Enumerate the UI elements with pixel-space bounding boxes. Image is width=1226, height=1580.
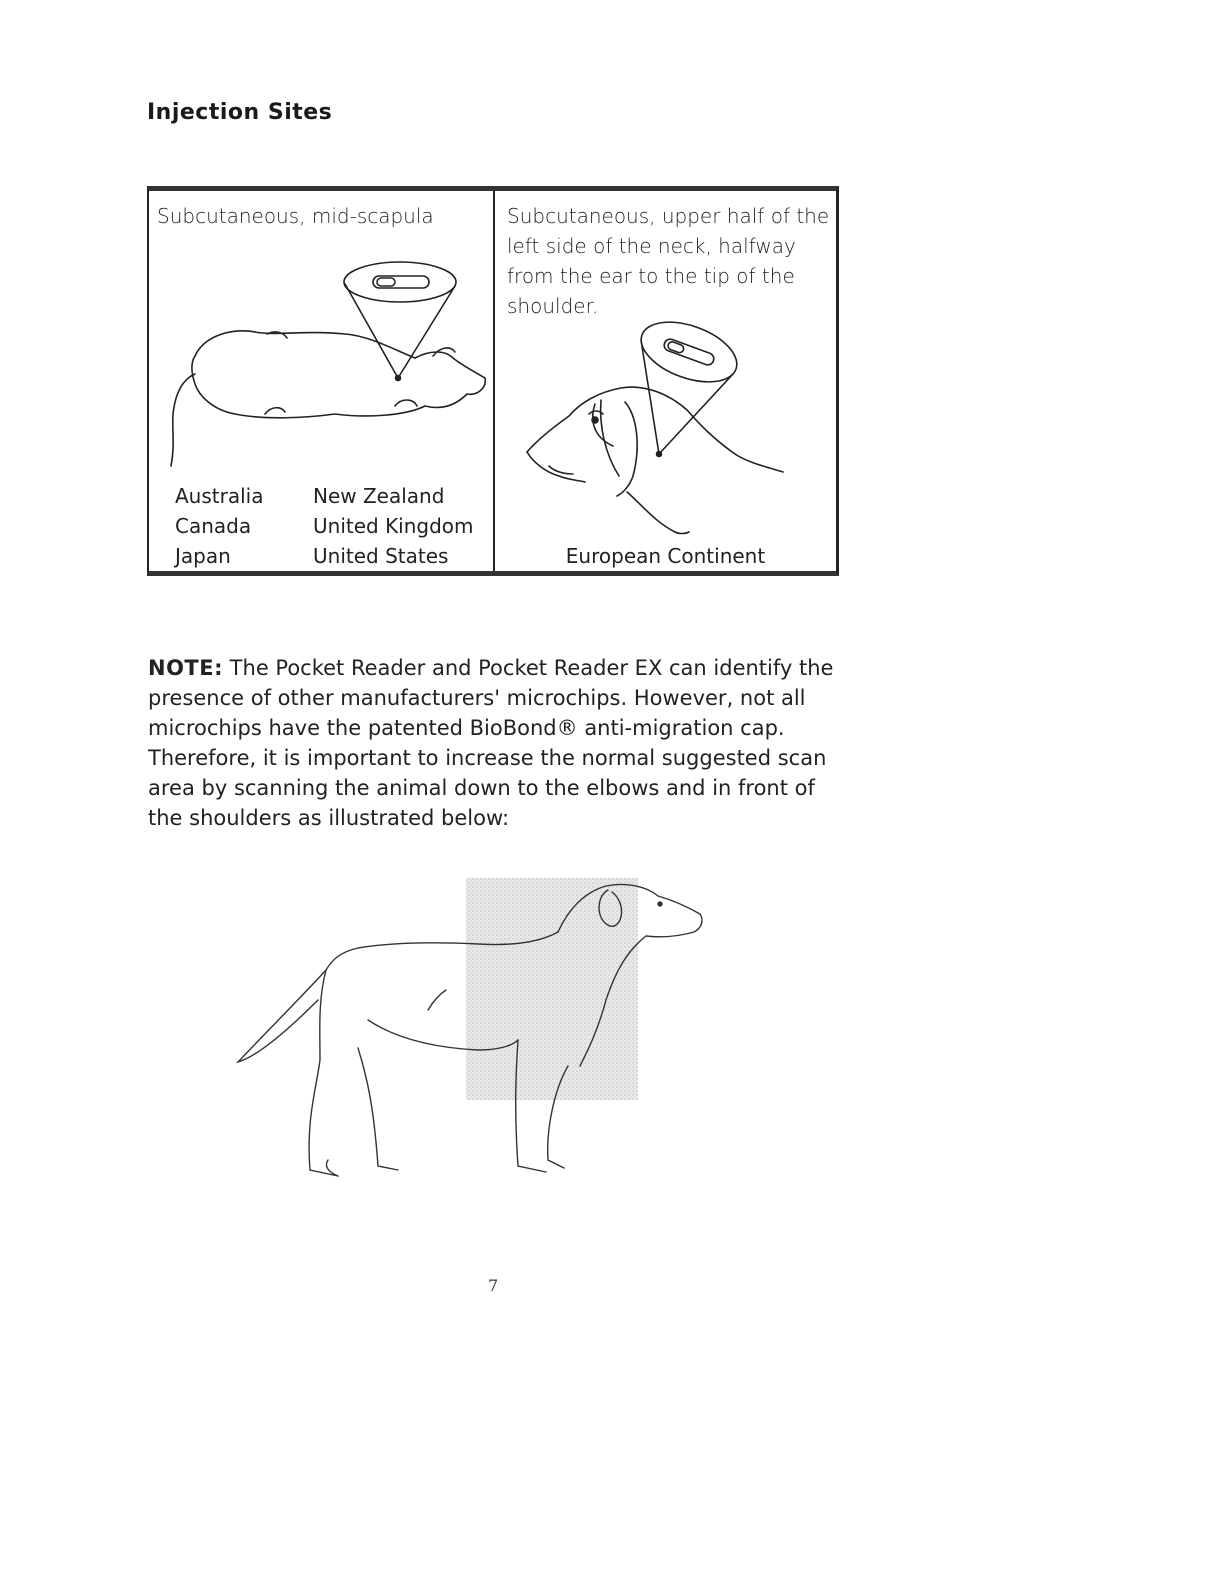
note-label: NOTE: [148,656,223,680]
mid-scapula-cell [149,191,495,571]
country-item: New Zealand [313,484,445,508]
country-item: Japan [175,544,231,568]
page-number: 7 [488,1276,499,1295]
region-label: European Continent [565,544,766,568]
dog-scan-area-illustration [228,870,718,1190]
country-item: Canada [175,514,252,538]
scan-area-shading [466,878,638,1100]
page-title: Injection Sites [147,100,333,125]
country-item: Australia [175,484,264,508]
dog-topview-illustration [155,246,495,486]
injection-sites-table [147,186,839,576]
country-item: United States [313,544,449,568]
note-paragraph [148,653,848,833]
country-item: United Kingdom [313,514,474,538]
mid-scapula-caption: Subcutaneous, mid-scapula [157,204,434,228]
dog-head-illustration [525,316,815,536]
neck-site-cell [495,191,836,571]
note-text: The Pocket Reader and Pocket Reader EX can identify the presence of other manufacturers' microchips. However, not all microchips have the patented BioBond® anti-migration cap. Therefore, it is important to increase the normal suggested scan area by scanning the animal down to the elbows and in front of the shoulders as illustrated below: [148,656,834,830]
neck-site-caption: Subcutaneous, upper half of the left side of the neck, halfway from the ear to the tip of the shoulder. [507,204,830,318]
